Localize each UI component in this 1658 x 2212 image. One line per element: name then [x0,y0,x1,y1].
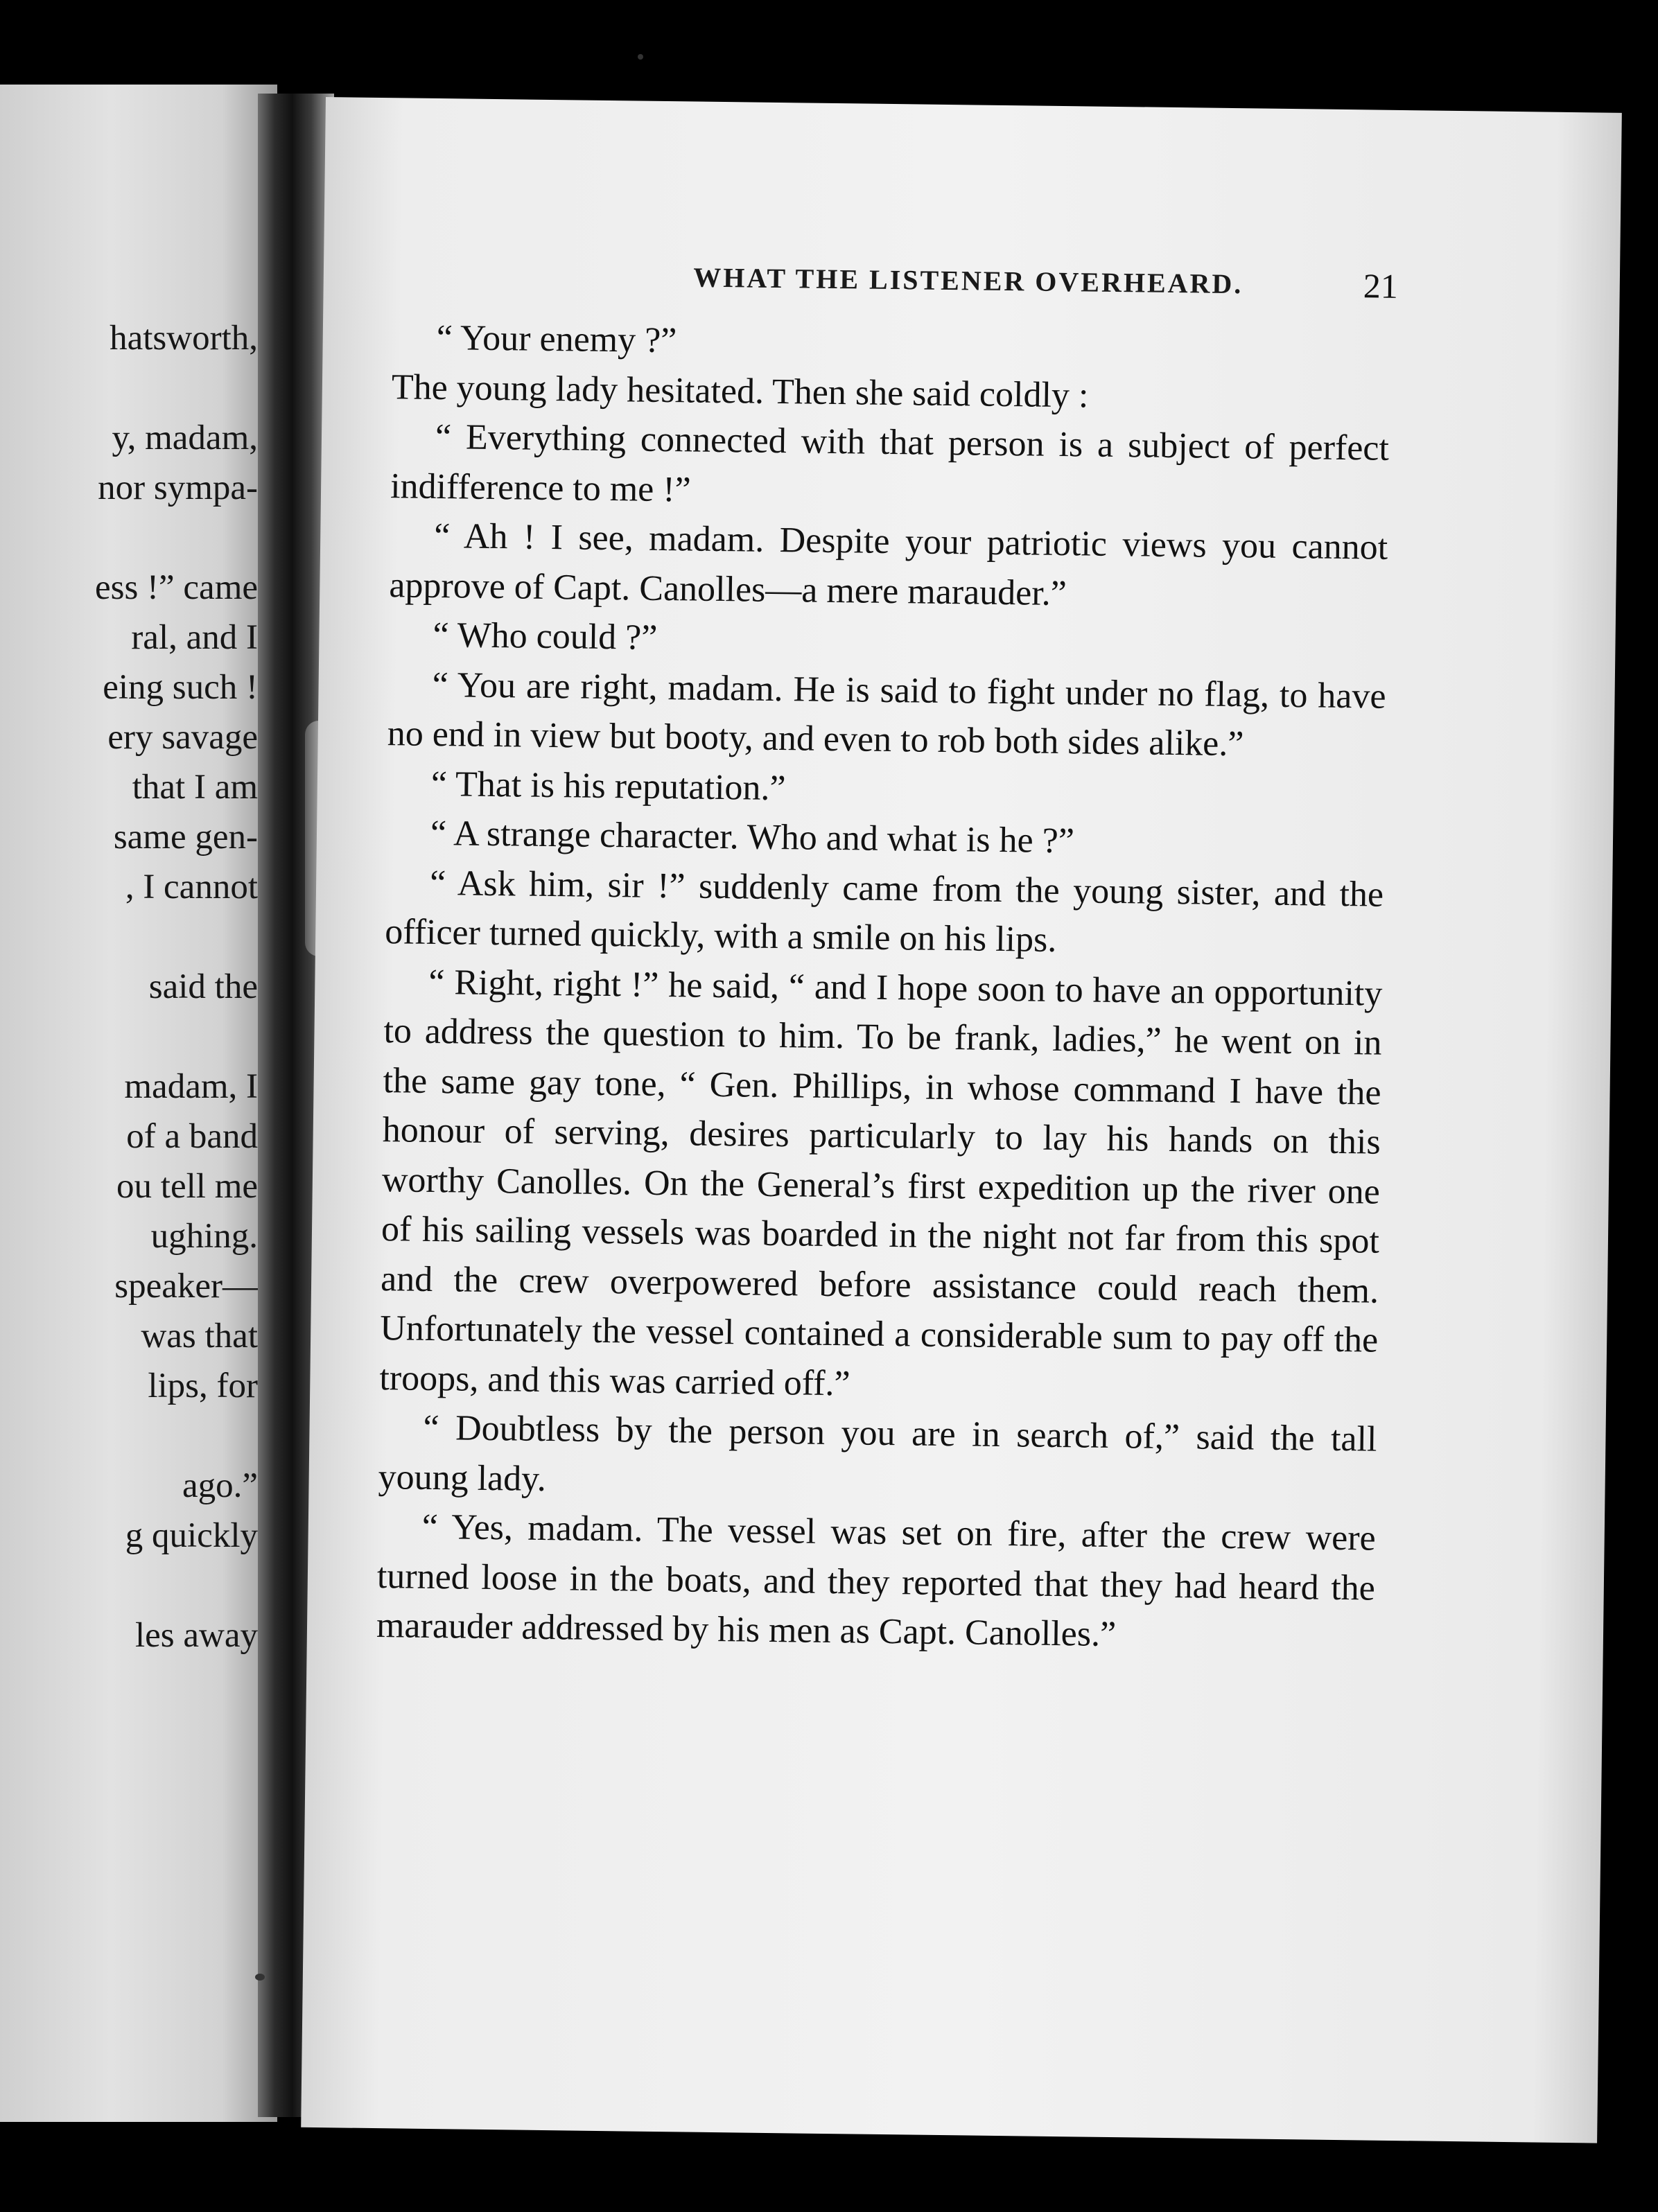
paragraph: “ Ah ! I see, madam. Despite your patriotic views you cannot approve of Capt. Canolles—a mere marauder.” [389,516,1388,613]
paragraph: “ A strange character. Who and what is he ?” [430,813,1075,861]
body-text [376,313,1390,1662]
left-line: g quickly [125,1516,258,1555]
paragraph: “ Your enemy ?” [436,317,677,361]
left-line: hatsworth, [110,319,258,358]
left-page-text [0,313,258,1660]
paragraph: “ Everything connected with that person is a subject of perfect indifference to me !” [390,416,1390,509]
left-line: ery savage [107,718,258,757]
scan-speck [255,1974,265,1981]
left-line: ou tell me [116,1167,258,1206]
left-line: nor sympa- [98,468,258,507]
left-line: was that [141,1317,258,1355]
left-line: that I am [132,768,258,807]
left-line: , I cannot [125,868,258,906]
left-line: of a band [126,1117,258,1156]
right-page [301,97,1622,2143]
left-line: speaker— [114,1267,258,1306]
left-line: madam, I [124,1067,258,1106]
running-head: WHAT THE LISTENER OVERHEARD. [693,261,1244,300]
left-line: eing such ! [103,668,258,707]
left-line: lips, for [148,1367,258,1405]
paragraph: “ You are right, madam. He is said to fight under no flag, to have no end in view but booty, and even to rob both sides alike.” [387,665,1386,764]
paragraph: “ Ask him, sir !” suddenly came from the young sister, and the officer turned quickly, with a smile on his lips. [384,863,1384,960]
page-number: 21 [1363,266,1399,306]
paragraph: “ Yes, madam. The vessel was set on fire, after the crew were turned loose in the boats, and they reported that they had heard the marauder addressed by his men as Capt. Canolles.” [376,1507,1377,1655]
paragraph: “ That is his reputation.” [430,764,786,808]
left-line: les away [134,1616,258,1655]
left-line: ess !” came [94,568,258,607]
left-line: y, madam, [112,419,258,457]
paragraph: “ Doubtless by the person you are in search of,” said the tall young lady. [378,1407,1377,1499]
left-line: ral, and I [131,618,258,657]
left-line: same gen- [113,818,258,857]
left-line: ago.” [182,1466,258,1505]
paragraph: The young lady hesitated. Then she said coldly : [391,367,1089,415]
paragraph: “ Right, right !” he said, “ and I hope soon to have an opportunity to address the question to him. To be frank, ladies,” he went on in the same gay tone, “ Gen. Phillips, in whose command I have the honour of serving, desires particularly to lay his hands on this worthy Canolles. On the General’s first expedition up the river one of his sailing vessels was boarded in the night not far from this spot and the crew overpowered before assistance could reach them. Unfortunately the vessel contained a considerable sum to pay off the troops, and this was carried off.” [379,962,1383,1403]
left-line: said the [148,967,258,1006]
paragraph: “ Who could ?” [433,615,658,658]
scan-speck [638,54,643,60]
left-page [0,85,277,2122]
left-line: ughing. [150,1217,258,1256]
